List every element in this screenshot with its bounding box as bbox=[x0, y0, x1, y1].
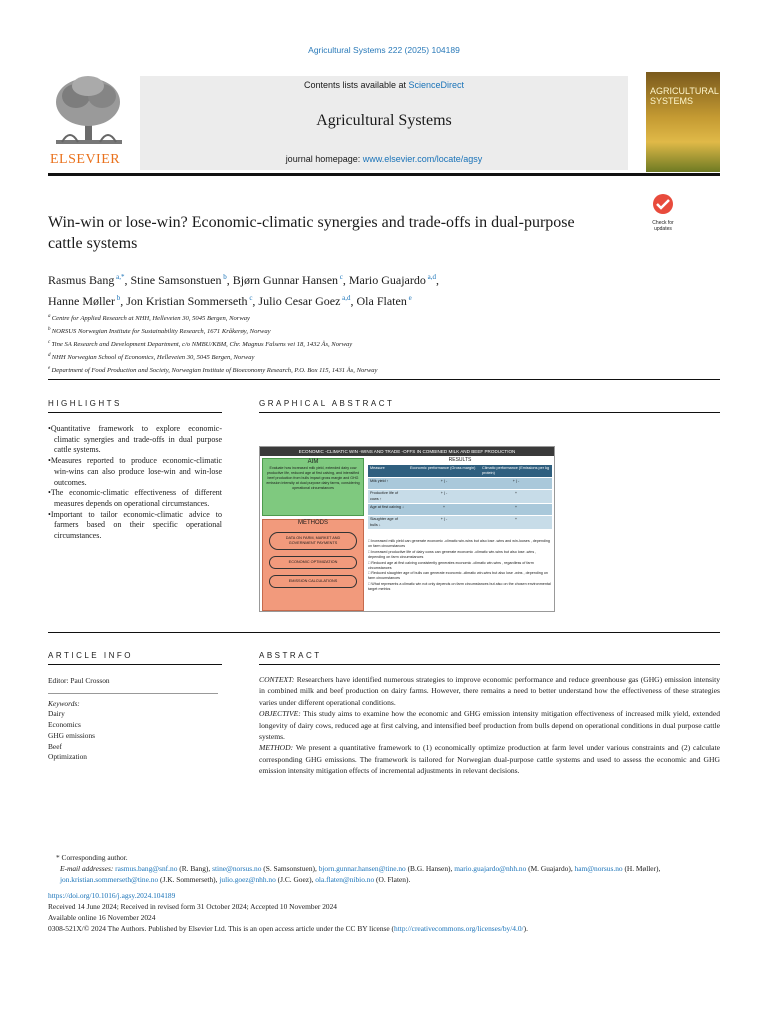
keyword: Beef bbox=[48, 741, 62, 751]
email-link[interactable]: mario.guajardo@nhh.no bbox=[454, 864, 527, 873]
homepage-prefix: journal homepage: bbox=[285, 154, 363, 164]
abstract-paragraph bbox=[259, 742, 720, 776]
keyword: Economics bbox=[48, 720, 81, 730]
ga-aim-text: Evaluate how increased milk yield, extended dairy cow productive life, reduced age at first calving, and intensified beef production from bulls impact gross margin and GHG emission intensity at dual purpose dairy farms, considering operational circumstances bbox=[266, 466, 360, 490]
ga-results-label: RESULTS bbox=[448, 457, 472, 463]
affiliation-marker: d bbox=[48, 352, 52, 358]
license-link[interactable]: http://creativecommons.org/licenses/by/4.0/ bbox=[394, 924, 524, 933]
abstract-heading: ABSTRACT bbox=[259, 651, 322, 660]
affiliation-item bbox=[48, 312, 728, 325]
ga-table-cell: + | - bbox=[512, 479, 520, 483]
author-affil-marker[interactable]: c bbox=[338, 273, 343, 281]
authors-line-1 bbox=[48, 268, 668, 289]
ga-table-row bbox=[368, 503, 552, 515]
email-link[interactable]: rasmus.bang@snf.no bbox=[115, 864, 178, 873]
ga-banner: ECONOMIC -CLIMATIC WIN -WINS AND TRADE -OFFS IN COMBINED MILK AND BEEF PRODUCTION bbox=[260, 447, 554, 456]
author-separator: , bbox=[124, 273, 131, 287]
email-addresses bbox=[48, 863, 728, 885]
abstract-section-text: Researchers have identified numerous strategies to improve economic performance and reduce greenhouse gas (GHG) emission intensity in combined milk and beef production on dairy farms. However, there remains a need to better understand how the effectiveness of these strategies varies under different operational conditions. bbox=[259, 675, 720, 707]
ga-note: □ Reduced slaughter age of bulls can generate economic -climatic win-wins but also lose -wins , depending on farm circumstances bbox=[368, 571, 548, 581]
journal-citation[interactable]: Agricultural Systems 222 (2025) 104189 bbox=[308, 45, 460, 55]
license-suffix: ). bbox=[523, 924, 528, 933]
author-affil-marker[interactable]: c bbox=[247, 294, 253, 302]
ga-notes bbox=[368, 539, 552, 593]
contents-prefix: Contents lists available at bbox=[303, 80, 409, 90]
author-separator: , bbox=[350, 294, 357, 308]
ga-aim-label: AIM bbox=[307, 459, 319, 465]
ga-table-cell: + bbox=[514, 505, 518, 509]
abstract-section-label: OBJECTIVE: bbox=[259, 709, 301, 719]
highlights-rule bbox=[48, 412, 222, 413]
contents-line bbox=[140, 80, 628, 90]
email-link[interactable]: julio.goez@nhh.no bbox=[219, 875, 276, 884]
abstract-section-text: We present a quantitative framework to (1) economically optimize production at farm level under various constraints and (2) calculate corresponding GHG emissions. The framework is tailored for Norwegian dual-purpose cattle systems and used to assess the economic and GHG emission intensity mitigation effects of incremental adjustments in relevant decisions. bbox=[259, 743, 720, 776]
ga-table-cell: + | - bbox=[440, 491, 448, 495]
sciencedirect-link[interactable]: ScienceDirect bbox=[408, 80, 465, 90]
ga-results-table bbox=[368, 465, 552, 529]
email-owner: (B.G. Hansen), bbox=[405, 864, 455, 873]
author-separator: , bbox=[226, 273, 233, 287]
affiliations-rule bbox=[48, 379, 720, 380]
email-label: E-mail addresses: bbox=[60, 864, 116, 873]
keyword: Optimization bbox=[48, 752, 87, 762]
license-prefix: 0308-521X/© 2024 The Authors. Published by Elsevier Ltd. This is an open access article under the CC BY license ( bbox=[48, 924, 395, 933]
author-separator: , bbox=[342, 273, 349, 287]
check-updates-label: Check for updates bbox=[652, 220, 674, 232]
email-link[interactable]: ola.flaten@nibio.no bbox=[315, 875, 375, 884]
footnotes bbox=[48, 852, 728, 934]
ga-method-step: DATA ON FARM, MARKET AND GOVERNMENT PAYMENTS bbox=[269, 532, 357, 550]
affiliation-item bbox=[48, 364, 728, 377]
ga-table-row bbox=[368, 489, 552, 503]
homepage-line bbox=[140, 154, 628, 164]
author-affil-marker[interactable]: b bbox=[221, 273, 227, 281]
email-owner: (O. Flaten). bbox=[374, 875, 411, 884]
keywords-list bbox=[48, 709, 218, 763]
ga-table-cell: + bbox=[514, 517, 518, 521]
doi-link[interactable]: https://doi.org/10.1016/j.agsy.2024.104189 bbox=[48, 891, 176, 900]
author-name[interactable]: Ola Flaten bbox=[356, 294, 407, 308]
author-name[interactable]: Stine Samsonstuen bbox=[130, 273, 222, 287]
graphical-abstract-bottom-rule bbox=[48, 632, 720, 633]
affiliation-item bbox=[48, 351, 728, 364]
article-title: Win-win or lose-win? Economic-climatic synergies and trade-offs in dual-purpose cattle systems bbox=[48, 214, 575, 252]
article-info bbox=[48, 676, 218, 763]
highlight-item: • Important to tailor economic-climatic advice to farmers based on their specific operational circumstances. bbox=[48, 510, 222, 542]
author-name[interactable]: Jon Kristian Sommerseth bbox=[126, 294, 248, 308]
ga-table-cell: + | - bbox=[440, 479, 448, 483]
affiliation-marker: e bbox=[48, 365, 52, 371]
ga-table-row bbox=[368, 515, 552, 529]
elsevier-tree-icon bbox=[48, 72, 130, 152]
graphical-abstract-figure[interactable] bbox=[259, 446, 555, 612]
email-owner: (S. Samsonstuen), bbox=[261, 864, 319, 873]
affiliation-marker: a bbox=[48, 314, 52, 319]
abstract-section-label: METHOD: bbox=[259, 743, 294, 753]
email-owner: (H. Møller), bbox=[622, 864, 661, 873]
ga-note: □ Increased productive life of dairy cows can generate economic -climatic win-wins but also lose -wins , depending on farm circumstances bbox=[368, 549, 537, 559]
ga-table-cell: Productive life of cows ↑ bbox=[370, 491, 399, 501]
highlight-item: • Measures reported to produce economic-climatic win-wins can also produce lose-win and win-lose outcomes. bbox=[48, 456, 222, 488]
article-info-rule bbox=[48, 664, 222, 665]
affiliations bbox=[48, 312, 728, 377]
ga-method-step: EMISSION CALCULATIONS bbox=[269, 575, 357, 588]
abstract-body bbox=[259, 674, 720, 777]
highlights-list bbox=[48, 424, 222, 542]
abstract-rule bbox=[259, 664, 720, 665]
highlight-item: • Quantitative framework to explore economic-climatic synergies and trade-offs in dual purpose cattle systems. bbox=[48, 424, 222, 456]
authors-line-2 bbox=[48, 289, 668, 310]
email-owner: (J.K. Sommerseth), bbox=[158, 875, 220, 884]
ga-method-step: ECONOMIC OPTIMIZATION bbox=[269, 556, 357, 569]
email-link[interactable]: bjorn.gunnar.hansen@tine.no bbox=[318, 864, 406, 873]
editor: Editor: Paul Crosson bbox=[48, 676, 110, 685]
journal-masthead bbox=[48, 72, 720, 172]
cover-title: AGRICULTURAL SYSTEMS bbox=[650, 86, 719, 106]
email-owner: (R. Bang), bbox=[177, 864, 213, 873]
author-affil-marker[interactable]: e bbox=[406, 294, 412, 302]
article-info-heading: ARTICLE INFO bbox=[48, 651, 133, 660]
abstract-paragraph bbox=[259, 674, 720, 708]
received-dates: Received 14 June 2024; Received in revised form 31 October 2024; Accepted 10 November 2024 bbox=[48, 902, 337, 911]
ga-table-cell: + | - bbox=[440, 517, 448, 521]
check-updates-icon bbox=[646, 193, 680, 215]
author-affil-marker[interactable]: b bbox=[114, 294, 121, 302]
graphical-abstract-heading: GRAPHICAL ABSTRACT bbox=[259, 399, 395, 408]
keyword: Dairy bbox=[48, 709, 65, 719]
journal-header bbox=[140, 76, 628, 170]
ga-methods-steps bbox=[263, 532, 363, 588]
author-separator: , bbox=[252, 294, 259, 308]
email-link[interactable]: ham@norsus.no bbox=[574, 864, 623, 873]
affiliation-item bbox=[48, 325, 728, 338]
author-affil-marker[interactable]: a,d bbox=[425, 273, 436, 281]
affiliation-marker: b bbox=[48, 326, 52, 332]
abstract-section-text: This study aims to examine how the economic and GHG emission intensity mitigation effectiveness of increased milk yield, extended longevity of dairy cows, reduced age at first calving, and intensified beef production from bulls depend on operational conditions in dual purpose cattle systems. bbox=[259, 709, 720, 742]
author-name[interactable]: Bjørn Gunnar Hansen bbox=[232, 273, 339, 287]
editor-rule bbox=[48, 693, 218, 694]
highlight-item: • The economic-climatic effectiveness of different measures depends on operational circumstances. bbox=[48, 488, 222, 509]
check-for-updates-button[interactable] bbox=[646, 193, 680, 232]
journal-title[interactable]: Agricultural Systems bbox=[316, 112, 452, 129]
corresponding-author: * Corresponding author. bbox=[56, 853, 128, 862]
author-name[interactable]: Julio Cesar Goez bbox=[258, 294, 341, 308]
keyword: GHG emissions bbox=[48, 730, 96, 740]
ga-table-cell: + bbox=[514, 491, 518, 495]
ga-table-cell: + bbox=[442, 505, 446, 509]
email-link[interactable]: jon.kristian.sommerseth@tine.no bbox=[60, 875, 159, 884]
online-date: Available online 16 November 2024 bbox=[48, 913, 156, 922]
homepage-link[interactable]: www.elsevier.com/locate/agsy bbox=[362, 154, 483, 164]
author-name[interactable]: Mario Guajardo bbox=[348, 273, 426, 287]
ga-methods-panel bbox=[262, 519, 364, 611]
ga-note: □ What represents a climatic win not only depends on farm circumstances but also on the chosen environmental target metrics bbox=[368, 582, 551, 592]
email-owner: (M. Guajardo), bbox=[526, 864, 575, 873]
affiliation-text: Tine SA Research and Development Department, c/o NMBU/KBM, Chr. Magnus Falsens vei 18, 1432 Ås, Norway bbox=[51, 341, 353, 349]
ga-table-cell: Age at first calving ↓ bbox=[370, 505, 404, 509]
author-separator: , bbox=[435, 273, 439, 287]
keywords-label: Keywords: bbox=[48, 698, 80, 708]
ga-aim-panel bbox=[262, 458, 364, 516]
affiliation-text: Centre for Applied Research at NHH, Helleveien 30, 5045 Bergen, Norway bbox=[51, 315, 250, 323]
elsevier-logo[interactable] bbox=[48, 72, 130, 172]
ga-table-header-cell: Economic performance (Gross margin) bbox=[410, 466, 476, 470]
affiliation-text: NORSUS Norwegian Institute for Sustainability Research, 1671 Kråkerøy, Norway bbox=[51, 328, 271, 336]
license-line bbox=[48, 923, 728, 934]
author-affil-marker[interactable]: a,* bbox=[114, 273, 125, 281]
journal-cover[interactable] bbox=[646, 72, 720, 172]
author-list bbox=[48, 268, 668, 310]
ga-note: □ Reduced age at first calving consistently generates economic -climatic win-wins , regardless of farm circumstances bbox=[368, 560, 534, 570]
ga-note: □ Increased milk yield can generate economic -climatic win-wins but also lose -wins and win-looses , depending on farm circumstances bbox=[368, 539, 550, 548]
ga-table-header-cell: Measure bbox=[370, 466, 385, 470]
ga-table-cell: Milk yield ↑ bbox=[370, 479, 389, 483]
ga-methods-label: METHODS bbox=[298, 520, 328, 526]
author-name[interactable]: Hanne Møller bbox=[48, 294, 115, 308]
ga-table-row bbox=[368, 477, 552, 489]
affiliation-text: NHH Norwegian School of Economics, Helleveien 30, 5045 Bergen, Norway bbox=[51, 354, 255, 362]
affiliation-marker: c bbox=[48, 339, 52, 345]
affiliation-text: Department of Food Production and Society, Norwegian Institute of Bioeconomy Research, P.O. Box 115, 1431 Ås, Norway bbox=[51, 367, 378, 375]
highlights-heading: HIGHLIGHTS bbox=[48, 399, 122, 408]
ga-table-header bbox=[368, 465, 552, 477]
abstract-paragraph bbox=[259, 708, 720, 742]
affiliation-item bbox=[48, 338, 728, 351]
author-name[interactable]: Rasmus Bang bbox=[48, 273, 115, 287]
email-owner: (J.C. Goez), bbox=[275, 875, 316, 884]
masthead-rule bbox=[48, 173, 720, 176]
email-link[interactable]: stine@norsus.no bbox=[212, 864, 262, 873]
ga-table-header-cell: Climatic performance (Emissions per kg protein) bbox=[482, 466, 550, 475]
author-separator: , bbox=[120, 294, 127, 308]
ga-table-cell: Slaughter age of bulls ↓ bbox=[370, 517, 398, 527]
abstract-section-label: CONTEXT: bbox=[259, 675, 295, 684]
publisher-name: ELSEVIER bbox=[50, 152, 121, 167]
graphical-abstract-rule bbox=[259, 412, 720, 413]
author-affil-marker[interactable]: a,d bbox=[340, 294, 351, 302]
